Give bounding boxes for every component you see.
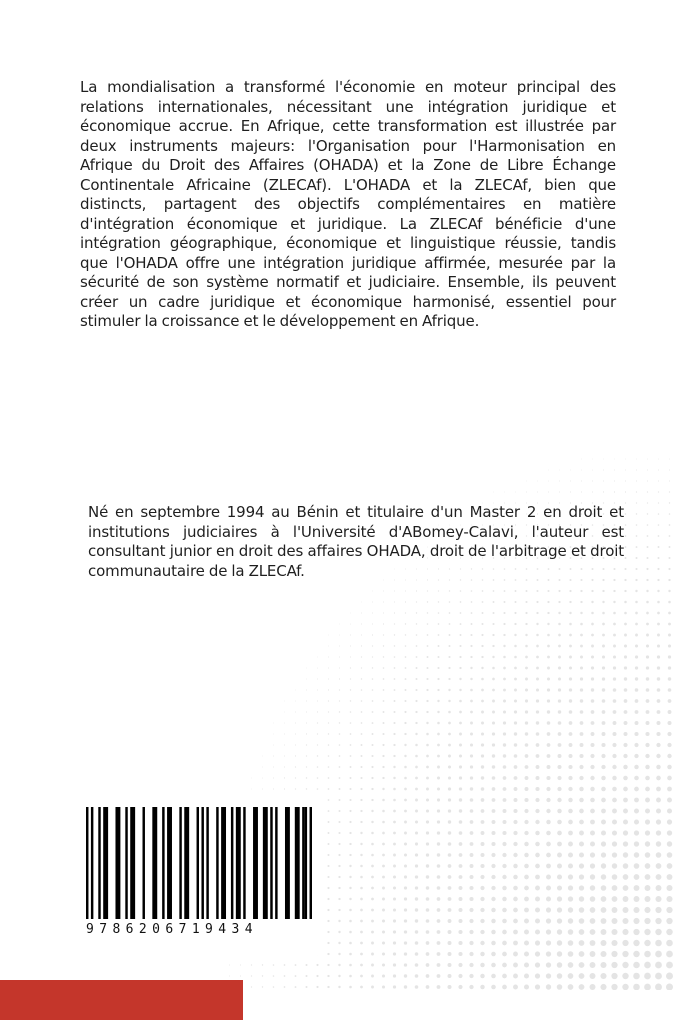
author-bio-paragraph: Né en septembre 1994 au Bénin et titulaire d'un Master 2 en droit et institutions judiciaires à l'Université d'ABomey-Calavi, l'auteur est consultant junior en droit des affaires OHADA, droit de l'arbitrage et droit communautaire de la ZLECAf. (88, 503, 624, 580)
barcode-bar (98, 807, 100, 919)
barcode-bar (231, 807, 233, 919)
barcode-area (78, 795, 320, 955)
summary-paragraph: La mondialisation a transformé l'économie en moteur principal des relations internationales, nécessitant une intégration juridique et économique accrue. En Afrique, cette transformation est illustrée par deux instruments majeurs: l'Organisation pour l'Harmonisation en Afrique du Droit des Affaires (OHADA) et la Zone de Libre Échange Continentale Africaine (ZLECAf). L'OHADA et la ZLECAf, bien que distincts, partagent des objectifs complémentaires en matière d'intégration économique et juridique. La ZLECAf bénéficie d'une intégration géographique, économique et linguistique réussie, tandis que l'OHADA offre une intégration juridique affirmée, mesurée par la sécurité de son système normatif et judiciaire. Ensemble, ils peuvent créer un cadre juridique et économique harmonisé, essentiel pour stimuler la croissance et le développement en Afrique. (80, 78, 616, 330)
barcode-bar (236, 807, 241, 919)
barcode-bar (86, 807, 88, 919)
barcode-bar (130, 807, 135, 919)
barcode-bar (302, 807, 304, 919)
barcode-bar (285, 807, 290, 919)
barcode-bar (295, 807, 300, 919)
barcode-bar (221, 807, 226, 919)
barcode-bar (152, 807, 157, 919)
barcode-bar (216, 807, 218, 919)
barcode-bar (179, 807, 181, 919)
barcode-bar (167, 807, 172, 919)
barcode-bar (184, 807, 189, 919)
barcode-bar (263, 807, 268, 919)
barcode-bar (162, 807, 164, 919)
barcode-bar (201, 807, 203, 919)
barcode-bars (86, 807, 312, 919)
barcode-bar (125, 807, 127, 919)
barcode-bar (253, 807, 258, 919)
accent-band (0, 980, 243, 1020)
barcode-bar (270, 807, 272, 919)
isbn-number: 9786206719434 (86, 922, 258, 937)
barcode-bar (305, 807, 307, 919)
barcode-bar (275, 807, 277, 919)
barcode-bar (91, 807, 93, 919)
barcode-bar (143, 807, 145, 919)
barcode-bar (197, 807, 199, 919)
barcode-bar (243, 807, 245, 919)
barcode-bar (206, 807, 208, 919)
barcode-bar (310, 807, 312, 919)
barcode-bar (103, 807, 108, 919)
barcode-bar (115, 807, 120, 919)
